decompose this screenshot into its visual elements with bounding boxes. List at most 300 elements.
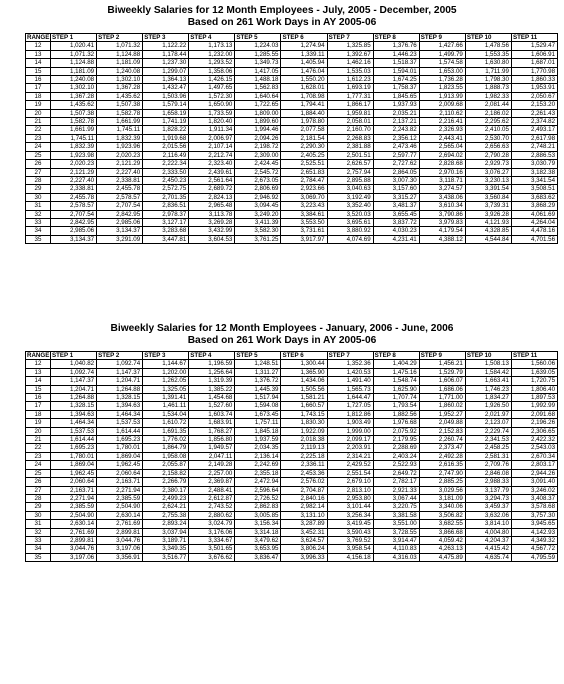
salary-cell: 1,830.30 — [281, 419, 327, 427]
salary-cell: 2,212.74 — [189, 151, 235, 159]
salary-cell: 1,475.16 — [373, 368, 419, 376]
range-cell: 14 — [26, 377, 51, 385]
salary-cell: 2,864.05 — [373, 168, 419, 176]
salary-cell: 2,953.80 — [327, 494, 373, 502]
salary-cell: 3,590.43 — [327, 528, 373, 536]
range-cell: 32 — [26, 210, 51, 218]
salary-cell: 1,262.05 — [143, 377, 189, 385]
salary-cell: 3,192.49 — [327, 193, 373, 201]
salary-cell: 1,999.00 — [327, 427, 373, 435]
salary-cell: 2,424.45 — [235, 160, 281, 168]
salary-cell: 3,728.55 — [373, 528, 419, 536]
salary-cell: 1,367.28 — [97, 84, 143, 92]
table-row — [26, 511, 558, 519]
salary-cell: 3,127.17 — [143, 218, 189, 226]
salary-cell: 2,946.92 — [235, 193, 281, 201]
salary-cell: 1,606.07 — [419, 377, 465, 385]
salary-cell: 2,965.48 — [189, 202, 235, 210]
salary-cell: 3,044.76 — [51, 545, 97, 553]
salary-cell: 2,099.17 — [327, 436, 373, 444]
salary-cell: 3,274.57 — [419, 185, 465, 193]
salary-cell: 2,893.24 — [143, 520, 189, 528]
salary-cell: 2,757.94 — [327, 168, 373, 176]
salary-cell: 3,356.91 — [97, 553, 143, 561]
salary-cell: 4,030.23 — [373, 227, 419, 235]
salary-cell: 2,453.36 — [281, 469, 327, 477]
step-column-header: STEP 8 — [373, 34, 419, 42]
salary-cell: 2,694.02 — [419, 151, 465, 159]
salary-cell: 2,020.23 — [97, 151, 143, 159]
salary-cell: 2,271.94 — [51, 494, 97, 502]
step-column-header: STEP 7 — [327, 352, 373, 360]
salary-cell: 1,461.11 — [143, 402, 189, 410]
salary-cell: 3,432.99 — [189, 227, 235, 235]
salary-cell: 2,338.81 — [97, 176, 143, 184]
salary-cell: 3,452.31 — [281, 528, 327, 536]
salary-cell: 4,263.13 — [419, 545, 465, 553]
salary-cell: 1,339.11 — [281, 50, 327, 58]
salary-cell: 3,880.92 — [327, 227, 373, 235]
salary-cell: 2,709.76 — [465, 461, 511, 469]
range-cell: 33 — [26, 536, 51, 544]
salary-cell: 1,919.68 — [143, 134, 189, 142]
salary-cell: 3,958.54 — [327, 545, 373, 553]
salary-cell: 1,812.86 — [327, 410, 373, 418]
salary-cell: 3,044.76 — [97, 536, 143, 544]
salary-cell: 1,903.49 — [327, 419, 373, 427]
table-row — [26, 545, 558, 553]
salary-cell: 1,780.01 — [51, 452, 97, 460]
salary-cell: 1,695.23 — [97, 436, 143, 444]
range-cell: 23 — [26, 134, 51, 142]
salary-cell: 1,404.29 — [373, 360, 419, 368]
range-cell: 16 — [26, 76, 51, 84]
salary-cell: 2,153.20 — [511, 101, 557, 109]
salary-cell: 3,632.06 — [465, 511, 511, 519]
range-cell: 22 — [26, 444, 51, 452]
table-row — [26, 402, 558, 410]
salary-cell: 1,488.18 — [235, 76, 281, 84]
salary-cell: 2,381.88 — [327, 143, 373, 151]
salary-cell: 1,173.13 — [189, 42, 235, 50]
salary-cell: 3,131.10 — [281, 511, 327, 519]
range-cell: 29 — [26, 185, 51, 193]
step-column-header: STEP 1 — [51, 352, 97, 360]
salary-cell: 2,504.90 — [51, 511, 97, 519]
salary-cell: 1,204.71 — [97, 377, 143, 385]
step-column-header: STEP 6 — [281, 34, 327, 42]
salary-cell: 3,926.28 — [465, 210, 511, 218]
salary-cell: 2,727.62 — [373, 160, 419, 168]
salary-cell: 3,604.53 — [189, 235, 235, 243]
salary-cell: 2,862.83 — [235, 503, 281, 511]
salary-cell: 1,478.56 — [465, 42, 511, 50]
salary-cell: 1,644.47 — [327, 394, 373, 402]
salary-cell: 1,594.01 — [373, 67, 419, 75]
step-column-header: STEP 4 — [189, 34, 235, 42]
salary-cell: 3,578.68 — [511, 503, 557, 511]
table-row — [26, 210, 558, 218]
salary-cell: 1,248.51 — [235, 360, 281, 368]
salary-cell: 3,560.84 — [465, 193, 511, 201]
salary-cell: 1,582.78 — [97, 109, 143, 117]
salary-cell: 1,311.27 — [235, 368, 281, 376]
salary-cell: 1,405.94 — [281, 59, 327, 67]
range-cell: 18 — [26, 92, 51, 100]
salary-cell: 3,917.97 — [281, 235, 327, 243]
salary-cell: 3,761.25 — [235, 235, 281, 243]
salary-cell: 1,202.00 — [143, 368, 189, 376]
range-cell: 22 — [26, 126, 51, 134]
salary-cell: 2,058.01 — [327, 118, 373, 126]
salary-cell: 1,181.09 — [51, 67, 97, 75]
salary-cell: 2,836.51 — [143, 202, 189, 210]
salary-cell: 1,711.99 — [465, 67, 511, 75]
salary-cell: 2,895.88 — [327, 176, 373, 184]
salary-cell: 1,302.10 — [97, 76, 143, 84]
salary-cell: 2,450.23 — [143, 176, 189, 184]
salary-cell: 1,445.39 — [235, 385, 281, 393]
step-column-header: STEP 10 — [465, 34, 511, 42]
salary-cell: 1,899.60 — [235, 118, 281, 126]
salary-cell: 2,055.87 — [143, 461, 189, 469]
salary-cell: 2,565.04 — [419, 143, 465, 151]
table-row — [26, 151, 558, 159]
salary-cell: 3,197.06 — [51, 553, 97, 561]
table-row — [26, 101, 558, 109]
salary-cell: 1,768.27 — [189, 427, 235, 435]
salary-cell: 4,415.42 — [465, 545, 511, 553]
salary-cell: 4,475.89 — [419, 553, 465, 561]
salary-cell: 4,179.54 — [419, 227, 465, 235]
salary-cell: 1,820.40 — [189, 118, 235, 126]
salary-cell: 2,149.28 — [189, 461, 235, 469]
salary-cell: 1,686.06 — [419, 385, 465, 393]
range-cell: 27 — [26, 486, 51, 494]
salary-cell: 2,616.35 — [419, 461, 465, 469]
salary-cell: 1,196.59 — [189, 360, 235, 368]
salary-cell: 1,958.08 — [143, 452, 189, 460]
salary-cell: 3,220.75 — [373, 503, 419, 511]
salary-cell: 1,124.88 — [51, 59, 97, 67]
salary-cell: 3,189.71 — [143, 536, 189, 544]
salary-cell: 2,617.98 — [511, 134, 557, 142]
salary-cell: 2,790.28 — [465, 151, 511, 159]
salary-cell: 3,506.82 — [419, 511, 465, 519]
table-row — [26, 143, 558, 151]
salary-cell: 2,121.29 — [97, 160, 143, 168]
salary-cell: 2,369.87 — [189, 478, 235, 486]
salary-cell: 1,584.42 — [465, 368, 511, 376]
salary-cell: 2,410.05 — [465, 126, 511, 134]
step-column-header: STEP 5 — [235, 352, 281, 360]
salary-cell: 3,419.45 — [327, 520, 373, 528]
salary-cell: 2,091.68 — [511, 410, 557, 418]
salary-cell: 1,953.91 — [511, 84, 557, 92]
salary-cell: 3,352.40 — [327, 202, 373, 210]
table-row — [26, 368, 558, 376]
salary-cell: 2,501.51 — [327, 151, 373, 159]
range-cell: 16 — [26, 394, 51, 402]
salary-cell: 1,888.73 — [465, 84, 511, 92]
table-row — [26, 410, 558, 418]
salary-cell: 3,101.44 — [327, 503, 373, 511]
salary-cell: 1,553.35 — [465, 50, 511, 58]
salary-cell: 3,790.86 — [419, 210, 465, 218]
salary-cell: 2,701.35 — [143, 193, 189, 201]
salary-cell: 2,257.00 — [189, 469, 235, 477]
table-row — [26, 520, 558, 528]
salary-cell: 1,548.74 — [373, 377, 419, 385]
salary-cell: 3,230.13 — [465, 176, 511, 184]
step-column-header: STEP 11 — [511, 34, 557, 42]
salary-cell: 2,545.72 — [235, 168, 281, 176]
salary-cell: 1,434.06 — [281, 377, 327, 385]
salary-cell: 4,328.85 — [465, 227, 511, 235]
salary-cell: 2,597.77 — [373, 151, 419, 159]
salary-cell: 2,813.10 — [327, 486, 373, 494]
salary-cell: 3,411.39 — [235, 218, 281, 226]
salary-cell: 1,537.53 — [51, 427, 97, 435]
salary-cell: 1,550.20 — [281, 76, 327, 84]
salary-cell: 2,630.14 — [51, 520, 97, 528]
salary-cell: 2,060.64 — [51, 478, 97, 486]
salary-table-jan-jun-2006 — [25, 351, 558, 562]
salary-cell: 1,503.96 — [143, 92, 189, 100]
salary-cell: 3,508.51 — [511, 185, 557, 193]
salary-cell: 1,653.00 — [419, 67, 465, 75]
salary-cell: 1,358.06 — [189, 67, 235, 75]
salary-cell: 3,040.63 — [327, 185, 373, 193]
salary-cell: 2,970.16 — [419, 168, 465, 176]
range-cell: 25 — [26, 469, 51, 477]
salary-cell: 2,899.81 — [51, 536, 97, 544]
salary-cell: 1,240.08 — [97, 67, 143, 75]
salary-cell: 1,181.09 — [97, 59, 143, 67]
salary-cell: 1,454.68 — [189, 394, 235, 402]
salary-cell: 3,294.73 — [465, 494, 511, 502]
salary-cell: 1,365.90 — [281, 368, 327, 376]
salary-cell: 3,341.54 — [511, 176, 557, 184]
salary-cell: 2,525.51 — [281, 160, 327, 168]
salary-cell: 1,823.55 — [419, 84, 465, 92]
salary-cell: 1,832.39 — [97, 134, 143, 142]
salary-cell: 3,256.34 — [327, 511, 373, 519]
salary-cell: 3,113.78 — [189, 210, 235, 218]
salary-cell: 1,922.09 — [281, 427, 327, 435]
salary-cell: 3,283.68 — [143, 227, 189, 235]
table-row — [26, 202, 558, 210]
table2-title — [0, 323, 564, 347]
range-cell: 32 — [26, 528, 51, 536]
salary-cell: 1,581.21 — [281, 394, 327, 402]
salary-cell: 1,628.01 — [281, 84, 327, 92]
salary-cell: 2,551.54 — [327, 469, 373, 477]
salary-cell: 2,136.14 — [235, 452, 281, 460]
salary-cell: 4,059.42 — [419, 536, 465, 544]
range-cell: 29 — [26, 503, 51, 511]
salary-cell: 3,836.47 — [235, 553, 281, 561]
salary-cell: 1,256.64 — [189, 368, 235, 376]
salary-cell: 2,034.35 — [235, 444, 281, 452]
salary-cell: 3,069.70 — [281, 193, 327, 201]
salary-cell: 1,860.02 — [419, 402, 465, 410]
table-row — [26, 436, 558, 444]
salary-cell: 2,704.87 — [281, 486, 327, 494]
table2-title-line1: Biweekly Salaries for 12 Month Employees - January, 2006 - June, 2006 — [110, 323, 454, 334]
table-row — [26, 553, 558, 561]
salary-cell: 4,231.41 — [373, 235, 419, 243]
range-cell: 21 — [26, 436, 51, 444]
salary-cell: 2,630.14 — [97, 511, 143, 519]
range-cell: 13 — [26, 368, 51, 376]
salary-cell: 3,624.57 — [281, 536, 327, 544]
salary-cell: 2,748.21 — [511, 143, 557, 151]
salary-cell: 2,886.53 — [511, 151, 557, 159]
range-cell: 13 — [26, 50, 51, 58]
salary-cell: 1,603.74 — [189, 410, 235, 418]
table-row — [26, 134, 558, 142]
salary-cell: 2,493.17 — [511, 126, 557, 134]
table1-title-line1: Biweekly Salaries for 12 Month Employees - July, 2005 - December, 2005 — [107, 5, 457, 16]
salary-cell: 1,446.23 — [373, 50, 419, 58]
salary-cell: 1,776.02 — [143, 436, 189, 444]
salary-cell: 1,204.71 — [51, 385, 97, 393]
range-column-header: RANGE — [27, 34, 50, 41]
salary-cell: 2,326.93 — [419, 126, 465, 134]
salary-cell: 1,722.65 — [235, 101, 281, 109]
salary-cell: 2,266.79 — [143, 478, 189, 486]
salary-cell: 2,081.44 — [465, 101, 511, 109]
salary-cell: 2,985.06 — [97, 218, 143, 226]
salary-cell: 1,614.44 — [97, 427, 143, 435]
salary-cell: 2,761.69 — [97, 520, 143, 528]
table-row — [26, 469, 558, 477]
salary-cell: 3,866.68 — [419, 528, 465, 536]
salary-cell: 2,356.12 — [373, 134, 419, 142]
salary-cell: 2,455.78 — [97, 185, 143, 193]
salary-cell: 2,842.95 — [51, 218, 97, 226]
salary-cell: 4,142.93 — [511, 528, 557, 536]
salary-cell: 1,071.32 — [97, 42, 143, 50]
salary-cell: 2,333.50 — [143, 168, 189, 176]
step-column-header: STEP 5 — [235, 34, 281, 42]
range-cell: 15 — [26, 67, 51, 75]
salary-cell: 1,507.38 — [51, 109, 97, 117]
range-cell: 28 — [26, 176, 51, 184]
salary-cell: 2,488.41 — [189, 486, 235, 494]
salary-cell: 3,479.62 — [235, 536, 281, 544]
salary-cell: 3,945.65 — [511, 520, 557, 528]
salary-cell: 2,374.82 — [511, 118, 557, 126]
salary-cell: 1,432.47 — [143, 84, 189, 92]
salary-cell: 2,921.33 — [373, 486, 419, 494]
salary-cell: 3,176.06 — [189, 528, 235, 536]
table-row — [26, 126, 558, 134]
table-row — [26, 118, 558, 126]
salary-cell: 3,246.02 — [511, 486, 557, 494]
salary-cell: 1,992.99 — [511, 402, 557, 410]
table-row — [26, 360, 558, 368]
salary-cell: 3,739.31 — [465, 202, 511, 210]
range-cell: 24 — [26, 461, 51, 469]
range-cell: 12 — [26, 360, 51, 368]
table-row — [26, 385, 558, 393]
step-column-header: STEP 8 — [373, 352, 419, 360]
step-column-header: STEP 10 — [465, 352, 511, 360]
salary-cell: 1,224.03 — [235, 42, 281, 50]
salary-cell: 3,914.47 — [373, 536, 419, 544]
salary-cell: 1,674.25 — [373, 76, 419, 84]
salary-cell: 1,518.37 — [373, 59, 419, 67]
salary-cell: 3,769.52 — [327, 536, 373, 544]
salary-cell: 1,565.73 — [327, 385, 373, 393]
salary-cell: 1,464.34 — [97, 410, 143, 418]
salary-cell: 1,832.39 — [51, 143, 97, 151]
salary-cell: 1,952.27 — [419, 410, 465, 418]
salary-cell: 2,828.68 — [419, 160, 465, 168]
salary-cell: 2,227.40 — [97, 168, 143, 176]
range-cell: 17 — [26, 84, 51, 92]
range-cell: 24 — [26, 143, 51, 151]
range-cell: 12 — [26, 42, 51, 50]
salary-cell: 2,021.97 — [465, 410, 511, 418]
salary-cell: 1,856.80 — [189, 436, 235, 444]
salary-cell: 1,661.99 — [51, 126, 97, 134]
salary-cell: 1,392.67 — [327, 50, 373, 58]
salary-cell: 1,426.15 — [189, 76, 235, 84]
salary-cell: 1,071.32 — [51, 50, 97, 58]
salary-cell: 1,693.19 — [327, 84, 373, 92]
range-cell: 17 — [26, 402, 51, 410]
salary-cell: 1,897.53 — [511, 394, 557, 402]
salary-table-jul-dec-2005 — [25, 33, 558, 244]
step-column-header: STEP 2 — [97, 352, 143, 360]
salary-cell: 1,505.56 — [281, 385, 327, 393]
salary-cell: 2,006.97 — [189, 134, 235, 142]
range-column-header: RANGE — [27, 352, 50, 359]
salary-cell: 2,137.21 — [373, 118, 419, 126]
salary-cell: 2,119.13 — [281, 444, 327, 452]
salary-cell: 2,803.17 — [511, 461, 557, 469]
range-cell: 30 — [26, 511, 51, 519]
table-row — [26, 185, 558, 193]
salary-cell: 3,157.60 — [373, 185, 419, 193]
table-row — [26, 377, 558, 385]
salary-cell: 3,438.06 — [419, 193, 465, 201]
salary-cell: 3,806.24 — [281, 545, 327, 553]
salary-cell: 2,578.57 — [97, 193, 143, 201]
salary-cell: 2,578.57 — [51, 202, 97, 210]
salary-cell: 1,926.50 — [465, 402, 511, 410]
salary-cell: 1,640.64 — [235, 92, 281, 100]
salary-cell: 1,869.04 — [97, 452, 143, 460]
salary-cell: 3,520.03 — [327, 210, 373, 218]
salary-cell: 1,147.37 — [51, 377, 97, 385]
salary-cell: 2,355.18 — [235, 469, 281, 477]
salary-cell: 1,727.05 — [327, 402, 373, 410]
salary-cell: 2,561.64 — [189, 176, 235, 184]
salary-cell: 4,478.16 — [511, 227, 557, 235]
salary-cell: 1,476.04 — [281, 67, 327, 75]
salary-cell: 2,196.26 — [511, 419, 557, 427]
salary-cell: 1,274.94 — [281, 42, 327, 50]
table-row — [26, 444, 558, 452]
salary-cell: 1,582.78 — [51, 118, 97, 126]
range-cell: 28 — [26, 494, 51, 502]
salary-cell: 1,866.17 — [327, 101, 373, 109]
salary-cell: 1,884.40 — [281, 109, 327, 117]
